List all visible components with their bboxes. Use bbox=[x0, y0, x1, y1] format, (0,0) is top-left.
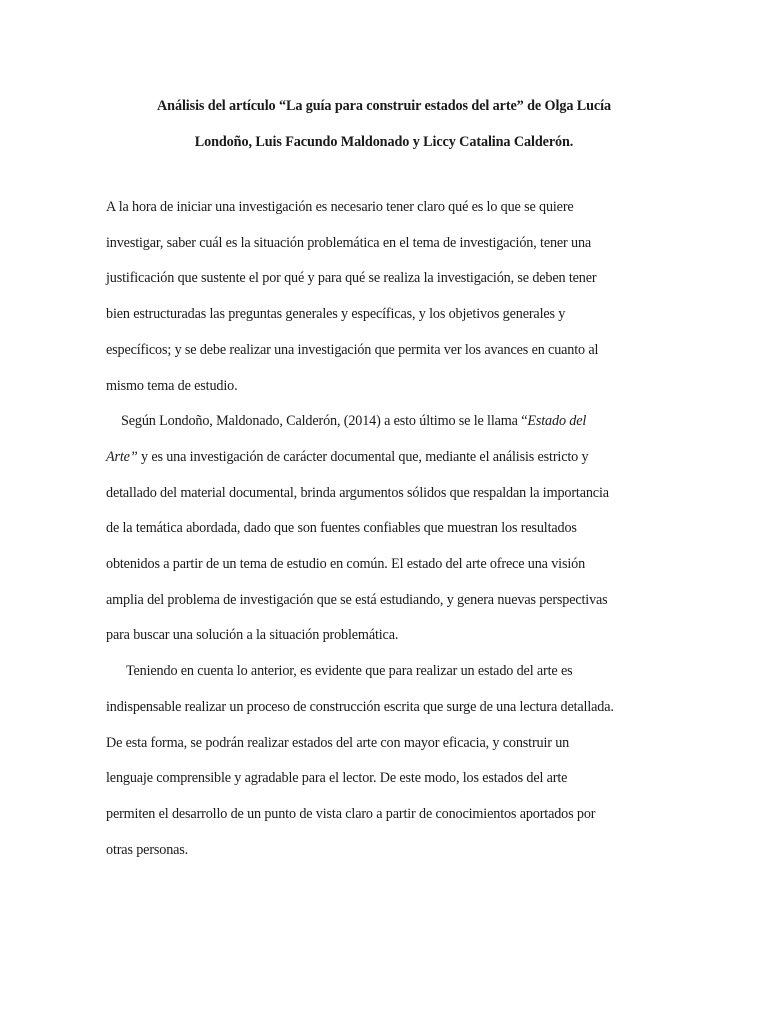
title-line: Londoño, Luis Facundo Maldonado y Liccy Catalina Calderón. bbox=[194, 133, 574, 150]
document-body bbox=[106, 190, 666, 868]
text-line: De esta forma, se podrán realizar estados del arte con mayor eficacia, y construir un bbox=[106, 734, 570, 751]
text-line bbox=[106, 440, 666, 476]
text-line: justificación que sustente el por qué y para qué se realiza la investigación, se deben tener bbox=[106, 270, 597, 287]
text-line: otras personas. bbox=[106, 841, 189, 858]
text-line: bien estructuradas las preguntas generales y específicas, y los objetivos generales y bbox=[106, 306, 566, 323]
text-line: Teniendo en cuenta lo anterior, es evidente que para realizar un estado del arte es bbox=[126, 663, 573, 680]
paragraph-2 bbox=[106, 404, 666, 654]
paragraph-3 bbox=[106, 654, 666, 868]
text-line: mismo tema de estudio. bbox=[106, 377, 238, 394]
text-line: A la hora de iniciar una investigación es necesario tener claro qué es lo que se quiere bbox=[106, 199, 574, 215]
italic-term: Estado del bbox=[527, 413, 587, 430]
text-line: permiten el desarrollo de un punto de vista claro a partir de conocimientos aportados por bbox=[106, 805, 596, 822]
text-line bbox=[106, 404, 666, 440]
italic-term: Arte” bbox=[106, 448, 138, 465]
document-title bbox=[80, 89, 688, 160]
text-segment: y es una investigación de carácter documental que, mediante el análisis estricto y bbox=[137, 448, 589, 465]
text-line: investigar, saber cuál es la situación problemática en el tema de investigación, tener una bbox=[106, 234, 592, 251]
text-line: de la temática abordada, dado que son fuentes confiables que muestran los resultados bbox=[106, 520, 577, 537]
text-line: indispensable realizar un proceso de construcción escrita que surge de una lectura detallada. bbox=[106, 698, 614, 715]
text-line: lenguaje comprensible y agradable para el lector. De este modo, los estados del arte bbox=[106, 770, 568, 787]
paragraph-1 bbox=[106, 190, 666, 404]
title-line: Análisis del artículo “La guía para construir estados del arte” de Olga Lucía bbox=[157, 98, 611, 114]
text-line: para buscar una solución a la situación problemática. bbox=[106, 627, 399, 644]
text-line: específicos; y se debe realizar una investigación que permita ver los avances en cuanto al bbox=[106, 341, 599, 358]
text-line: detallado del material documental, brinda argumentos sólidos que respaldan la importancia bbox=[106, 484, 609, 501]
text-segment: Según Londoño, Maldonado, Calderón, (2014) a esto último se le llama “ bbox=[121, 413, 528, 430]
text-line: obtenidos a partir de un tema de estudio en común. El estado del arte ofrece una visión bbox=[106, 556, 586, 573]
text-line: amplia del problema de investigación que se está estudiando, y genera nuevas perspectivas bbox=[106, 591, 608, 608]
